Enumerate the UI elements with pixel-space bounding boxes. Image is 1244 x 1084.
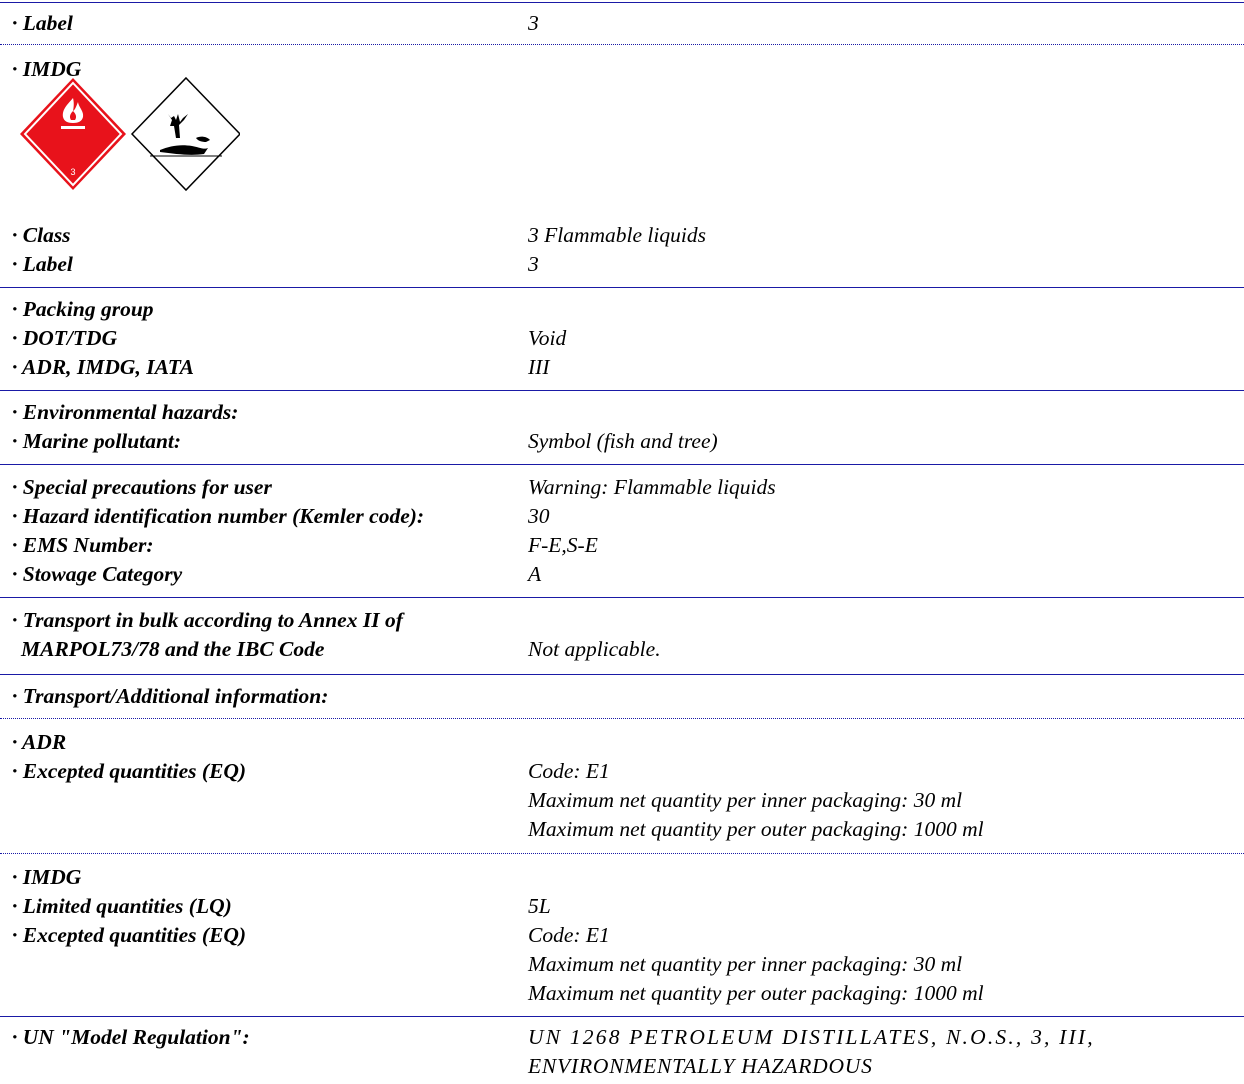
precautions-row [12,473,1240,502]
divider [0,464,1244,465]
imdg2-eq-outer: Maximum net quantity per outer packaging: 1000 ml [528,981,984,1005]
kemler-row [12,502,1240,531]
divider [0,287,1244,288]
adr-eq-row [12,757,1240,786]
un-value-line1: UN 1268 PETROLEUM DISTILLATES, N.O.S., 3, III, [528,1025,1095,1049]
additional-heading: · Transport/Additional information: [12,684,329,708]
lq-row [12,892,1240,921]
class-value: 3 Flammable liquids [528,223,706,247]
bulk-label-line1: · Transport in bulk according to Annex II of [12,608,403,632]
ems-value: F-E,S-E [528,533,598,557]
marine-value: Symbol (fish and tree) [528,429,718,453]
lq-value: 5L [528,894,551,918]
divider [0,597,1244,598]
adr-eq-inner: Maximum net quantity per inner packaging: 30 ml [528,788,963,812]
marine-row [12,427,1240,456]
label-row [12,9,1240,38]
imdg2-eq-inner-row [12,950,1240,979]
divider [0,718,1244,719]
dot-row [12,324,1240,353]
divider [0,1016,1244,1017]
un-value-line2: ENVIRONMENTALLY HAZARDOUS [528,1054,873,1078]
precautions-label: · Special precautions for user [12,475,272,499]
lq-label: · Limited quantities (LQ) [12,894,232,918]
adr-imdg-iata-label: · ADR, IMDG, IATA [12,355,195,379]
pictogram-number: 3 [70,167,76,177]
imdg-label-row [12,250,1240,279]
divider [0,853,1244,854]
imdg2-heading: · IMDG [12,865,82,889]
pictogram-svg [20,70,240,204]
flammable-liquid-class-3-diamond-icon [20,78,126,190]
dot-label: · DOT/TDG [12,326,118,350]
imdg2-eq-row [12,921,1240,950]
imdg2-eq-inner: Maximum net quantity per inner packaging: 30 ml [528,952,963,976]
adr-eq-label: · Excepted quantities (EQ) [12,759,247,783]
ems-row [12,531,1240,560]
adr-header [12,728,1240,757]
bulk-row-2 [12,635,1240,664]
un-row-2 [12,1052,1240,1081]
adr-eq-code: Code: E1 [528,759,610,783]
imdg2-eq-code: Code: E1 [528,923,610,947]
label-value: 3 [528,11,539,35]
kemler-value: 30 [528,504,550,528]
un-row [12,1023,1240,1052]
env-heading: · Environmental hazards: [12,400,239,424]
un-label: · UN "Model Regulation": [12,1025,250,1049]
class-row [12,221,1240,250]
divider [0,390,1244,391]
packing-header [12,295,1240,324]
stowage-label: · Stowage Category [12,562,183,586]
top-rule [0,2,1244,3]
imdg-heading: · IMDG [12,57,82,81]
imdg-label-label: · Label [12,252,73,276]
hazard-pictograms [20,70,240,204]
imdg2-eq-label: · Excepted quantities (EQ) [12,923,247,947]
adr-imdg-iata-value: III [528,355,550,379]
imdg2-eq-outer-row [12,979,1240,1008]
divider [0,44,1244,45]
additional-header [12,682,1240,711]
packing-heading: · Packing group [12,297,154,321]
bulk-value: Not applicable. [528,637,661,661]
label-label: · Label [12,11,73,35]
stowage-row [12,560,1240,589]
divider [0,674,1244,675]
adr-eq-inner-row [12,786,1240,815]
bulk-label-line2: MARPOL73/78 and the IBC Code [21,637,325,661]
adr-heading: · ADR [12,730,67,754]
bulk-row-1 [12,606,1240,635]
kemler-label: · Hazard identification number (Kemler code): [12,504,425,528]
env-header [12,398,1240,427]
precautions-value: Warning: Flammable liquids [528,475,776,499]
adr-imdg-iata-row [12,353,1240,382]
imdg2-header [12,863,1240,892]
adr-eq-outer: Maximum net quantity per outer packaging: 1000 ml [528,817,984,841]
adr-eq-outer-row [12,815,1240,844]
stowage-value: A [528,562,542,586]
class-label: · Class [12,223,71,247]
imdg-label-value: 3 [528,252,539,276]
ems-label: · EMS Number: [12,533,154,557]
environment-hazard-fish-tree-diamond-icon [132,78,240,190]
dot-value: Void [528,326,567,350]
marine-label: · Marine pollutant: [12,429,182,453]
